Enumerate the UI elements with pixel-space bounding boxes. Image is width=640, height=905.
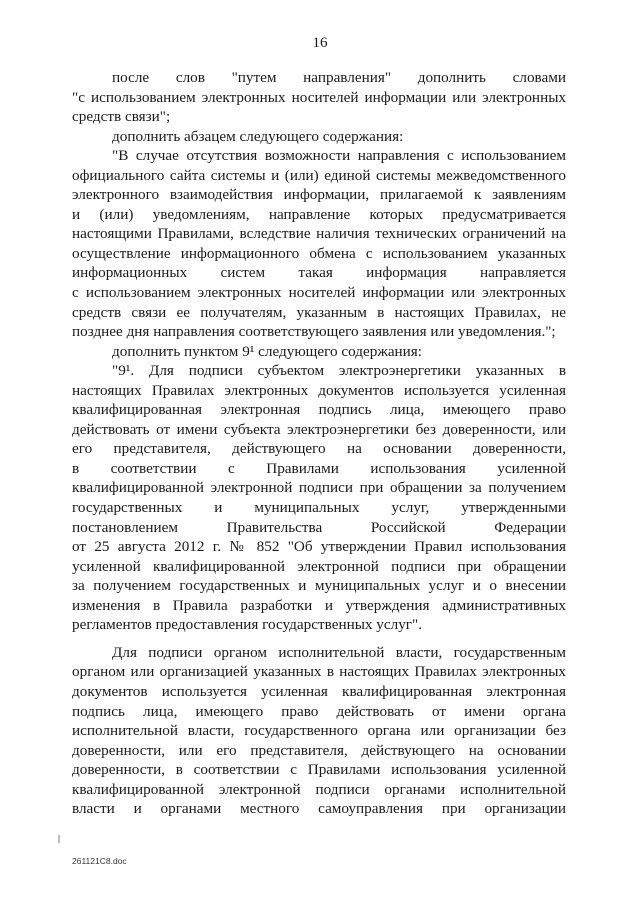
text-line: "с использованием электронных носителей информации или электронных (72, 88, 566, 106)
document-body (72, 68, 566, 819)
text-line: органом или организацией указанных в настоящих Правилах электронных (72, 663, 566, 681)
text-line: настоящих Правилах электронных документов используется усиленная (72, 381, 566, 399)
text-line: постановлением Правительства Российской Федерации (72, 518, 566, 536)
text-line: "9¹. Для подписи субъектом электроэнергетики указанных в (112, 362, 566, 380)
text-line: и (или) уведомлениям, направление которых предусматривается (72, 205, 566, 223)
text-line: информационных систем такая информация направляется (72, 264, 566, 282)
text-line: за получением государственных и муниципальных услуг и о внесении (72, 577, 566, 595)
text-line: квалифицированная электронная подпись лица, имеющего право (72, 401, 566, 419)
text-line: квалифицированной электронной подписи при обращении за получением (72, 479, 566, 497)
text-line: доверенности, или его представителя, действующего на основании (72, 741, 566, 759)
text-line: власти и органами местного самоуправления при организации (72, 800, 566, 818)
text-line: его представителя, действующего на основании доверенности, (72, 440, 566, 458)
page-number: 16 (312, 35, 328, 51)
text-line: документов используется усиленная квалифицированная электронная (72, 682, 566, 700)
text-line: дополнить пунктом 9¹ следующего содержания: (112, 342, 423, 360)
text-line: квалифицированной электронной подписи органами исполнительной (72, 780, 566, 798)
text-line: Для подписи органом исполнительной власти, государственным (112, 643, 566, 661)
text-line: доверенности, в соответствии с Правилами использования усиленной (72, 761, 566, 779)
text-line: дополнить абзацем следующего содержания: (112, 127, 404, 145)
file-name-footer: 261121C8.doc (72, 856, 127, 866)
text-line: средств связи"; (72, 108, 171, 126)
text-line: с использованием электронных носителей информации или электронных (72, 284, 566, 302)
text-line: подпись лица, имеющего право действовать от имени органа (72, 702, 566, 720)
text-line: государственных и муниципальных услуг, утвержденными (72, 499, 566, 517)
margin-mark (58, 835, 60, 843)
text-line: от 25 августа 2012 г. № 852 "Об утверждении Правил использования (72, 538, 566, 556)
text-line: изменения в Правила разработки и утверждения административных (72, 596, 566, 614)
text-line: официального сайта системы и (или) единой системы межведомственного (72, 166, 566, 184)
text-line: исполнительной власти, государственного органа или организации без (72, 722, 566, 740)
text-line: в соответствии с Правилами использования усиленной (72, 459, 566, 477)
text-line: осуществление информационного обмена с использованием указанных (72, 244, 566, 262)
text-line: после слов "путем направления" дополнить словами (112, 69, 566, 86)
text-line: "В случае отсутствия возможности направления с использованием (112, 147, 566, 165)
text-line: позднее дня направления соответствующего заявления или уведомления."; (72, 323, 556, 341)
text-line: электронного взаимодействия информации, прилагаемой к заявлениям (72, 186, 566, 204)
text-line: действовать от имени субъекта электроэнергетики без доверенности, или (72, 420, 566, 438)
text-line: регламентов предоставления государственных услуг". (72, 616, 423, 634)
text-line: средств связи ее получателям, указанным в настоящих Правилах, не (72, 303, 566, 321)
text-line: усиленной квалифицированной электронной подписи при обращении (72, 557, 566, 575)
text-line: настоящими Правилами, вследствие наличия технических ограничений на (72, 225, 566, 243)
